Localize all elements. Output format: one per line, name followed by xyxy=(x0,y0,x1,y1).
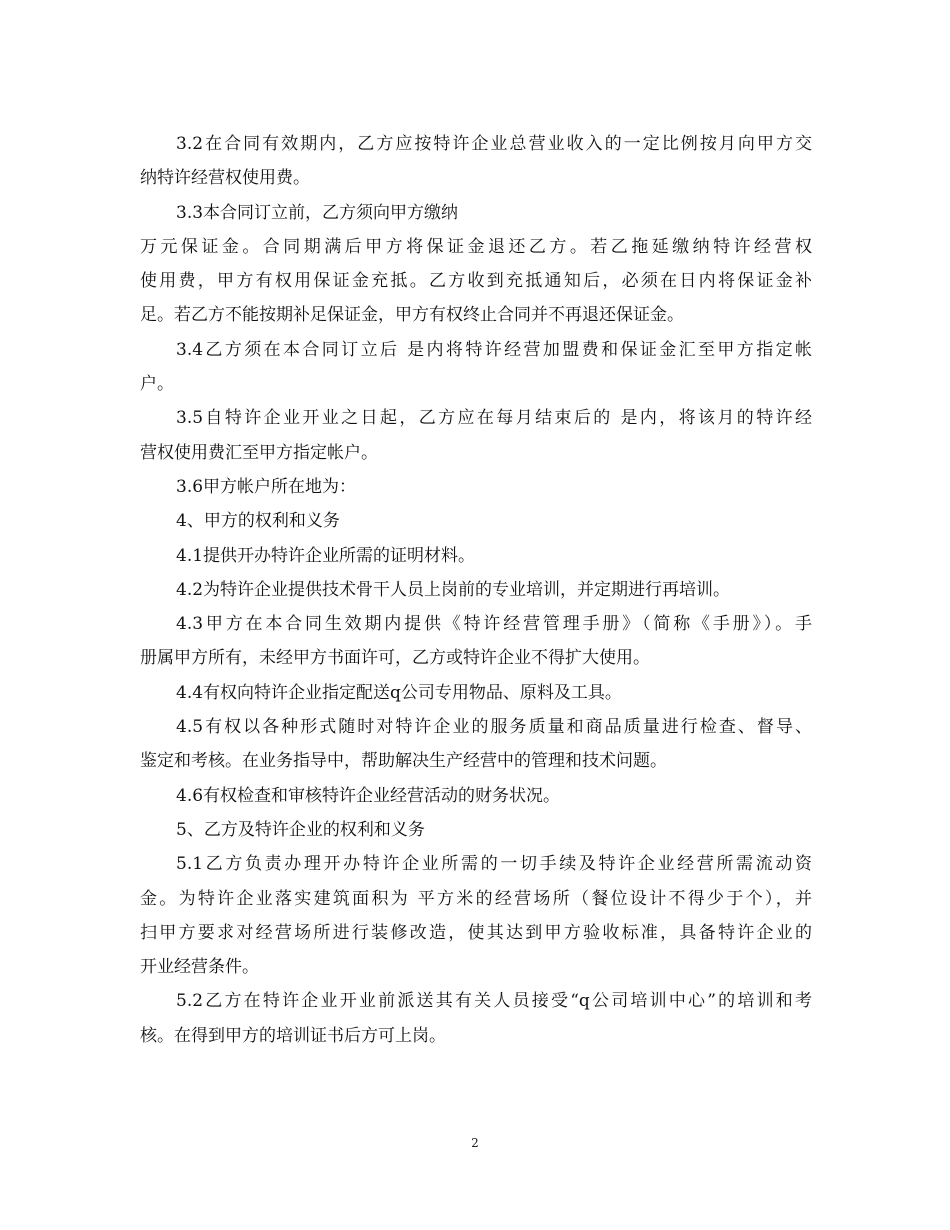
text-line: 5.1乙方负责办理开办特许企业所需的一切手续及特许企业经营所需流动资 xyxy=(176,854,812,875)
text-line: 5.2乙方在特许企业开业前派送其有关人员接受“q公司培训中心”的培训和考 xyxy=(176,991,812,1012)
text-line: 营权使用费汇至甲方指定帐户。 xyxy=(140,442,378,463)
text-line: 开业经营条件。 xyxy=(140,957,259,978)
text-line: 3.3本合同订立前，乙方须向甲方缴纳 xyxy=(176,202,459,223)
text-line: 足。若乙方不能按期补足保证金，甲方有权终止合同并不再退还保证金。 xyxy=(140,305,684,326)
text-line: 纳特许经营权使用费。 xyxy=(140,168,310,189)
text-line: 3.4乙方须在本合同订立后 是内将特许经营加盟费和保证金汇至甲方指定帐 xyxy=(176,339,812,360)
text-line: 户。 xyxy=(140,374,174,395)
text-line: 5、乙方及特许企业的权利和义务 xyxy=(176,819,425,840)
text-line: 4.3甲方在本合同生效期内提供《特许经营管理手册》（简称《手册》）。手 xyxy=(176,614,812,635)
text-line: 3.2在合同有效期内，乙方应按特许企业总营业收入的一定比例按月向甲方交 xyxy=(176,134,812,154)
text-line: 万元保证金。合同期满后甲方将保证金退还乙方。若乙拖延缴纳特许经营权 xyxy=(140,236,812,257)
text-line: 使用费，甲方有权用保证金充抵。乙方收到充抵通知后，必须在日内将保证金补 xyxy=(140,271,812,292)
text-line: 4.1提供开办特许企业所需的证明材料。 xyxy=(176,545,476,566)
text-line: 4.6有权检查和审核特许企业经营活动的财务状况。 xyxy=(176,785,561,806)
text-line: 扫甲方要求对经营场所进行装修改造，使其达到甲方验收标准，具备特许企业的 xyxy=(140,922,812,943)
page-number: 2 xyxy=(471,1136,479,1150)
text-line: 3.6甲方帐户所在地为： xyxy=(176,476,357,497)
text-line: 4.2为特许企业提供技术骨干人员上岗前的专业培训，并定期进行再培训。 xyxy=(176,579,731,600)
text-line: 3.5自特许企业开业之日起，乙方应在每月结束后的 是内，将该月的特许经 xyxy=(176,408,812,429)
text-line: 4、甲方的权利和义务 xyxy=(176,511,340,532)
text-line: 4.4有权向特许企业指定配送q公司专用物品、原料及工具。 xyxy=(176,682,622,703)
document-body xyxy=(140,127,812,1053)
text-line: 金。为特许企业落实建筑面积为 平方米的经营场所（餐位设计不得少于个），并 xyxy=(140,888,812,909)
text-line: 核。在得到甲方的培训证书后方可上岗。 xyxy=(140,1025,446,1046)
text-line: 4.5有权以各种形式随时对特许企业的服务质量和商品质量进行检查、督导、 xyxy=(176,717,812,738)
text-line: 鉴定和考核。在业务指导中，帮助解决生产经营中的管理和技术问题。 xyxy=(140,751,667,772)
text-line: 册属甲方所有，未经甲方书面许可，乙方或特许企业不得扩大使用。 xyxy=(140,648,650,669)
